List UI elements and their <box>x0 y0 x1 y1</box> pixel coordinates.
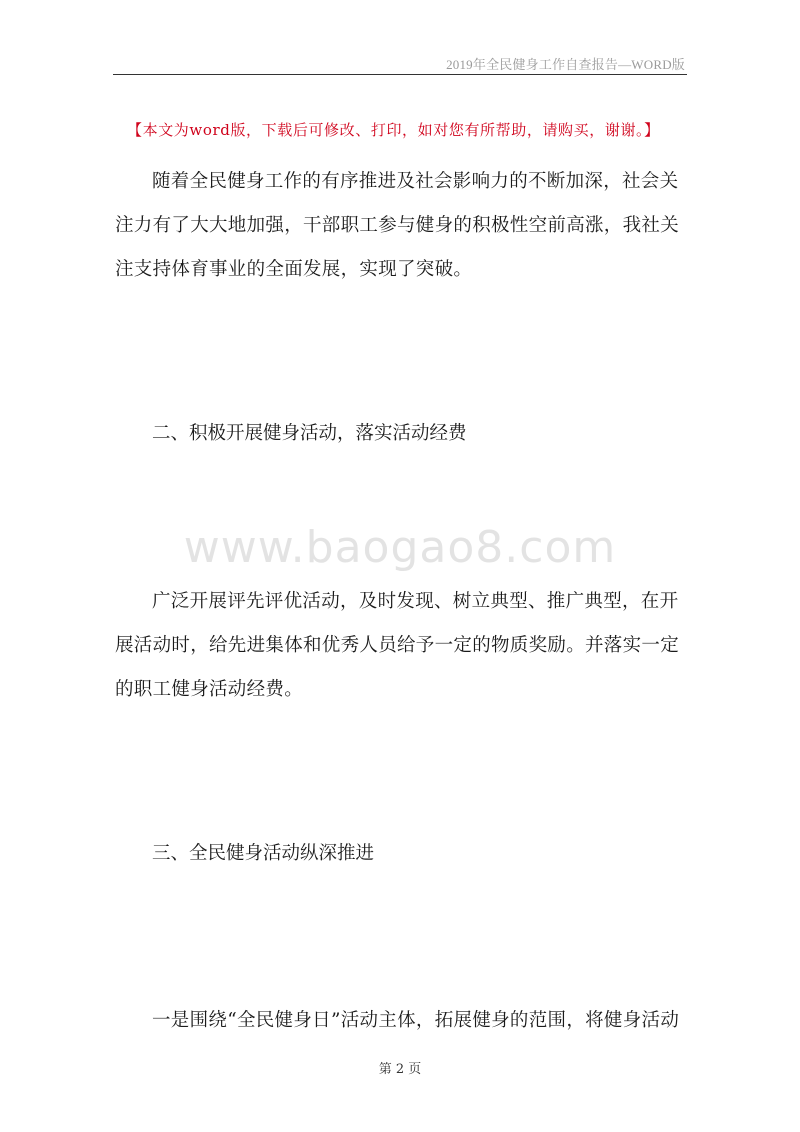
body-paragraph-1: 随着全民健身工作的有序推进及社会影响力的不断加深，社会关注力有了大大地加强，干部职工参与健身的积极性空前高涨，我社关注支持体育事业的全面发展，实现了突破。 <box>115 171 680 280</box>
section-heading-2: 二、积极开展健身活动，落实活动经费 <box>152 423 467 444</box>
header-divider <box>113 74 687 75</box>
page-header-title: 2019年全民健身工作自查报告—WORD版 <box>446 57 685 72</box>
body-paragraph-2: 广泛开展评先评优活动，及时发现、树立典型、推广典型，在开展活动时，给先进集体和优秀人员给予一定的物质奖励。并落实一定的职工健身活动经费。 <box>115 591 680 700</box>
section-heading-3: 三、全民健身活动纵深推进 <box>152 843 375 864</box>
purchase-notice: 【本文为word版，下载后可修改、打印，如对您有所帮助，请购买，谢谢。】 <box>127 121 660 139</box>
body-paragraph-3: 一是围绕“全民健身日”活动主体，拓展健身的范围，将健身活动 <box>152 1010 680 1031</box>
page-number: 第 2 页 <box>378 1062 422 1077</box>
watermark-text: www.baogao8.com <box>183 522 617 573</box>
